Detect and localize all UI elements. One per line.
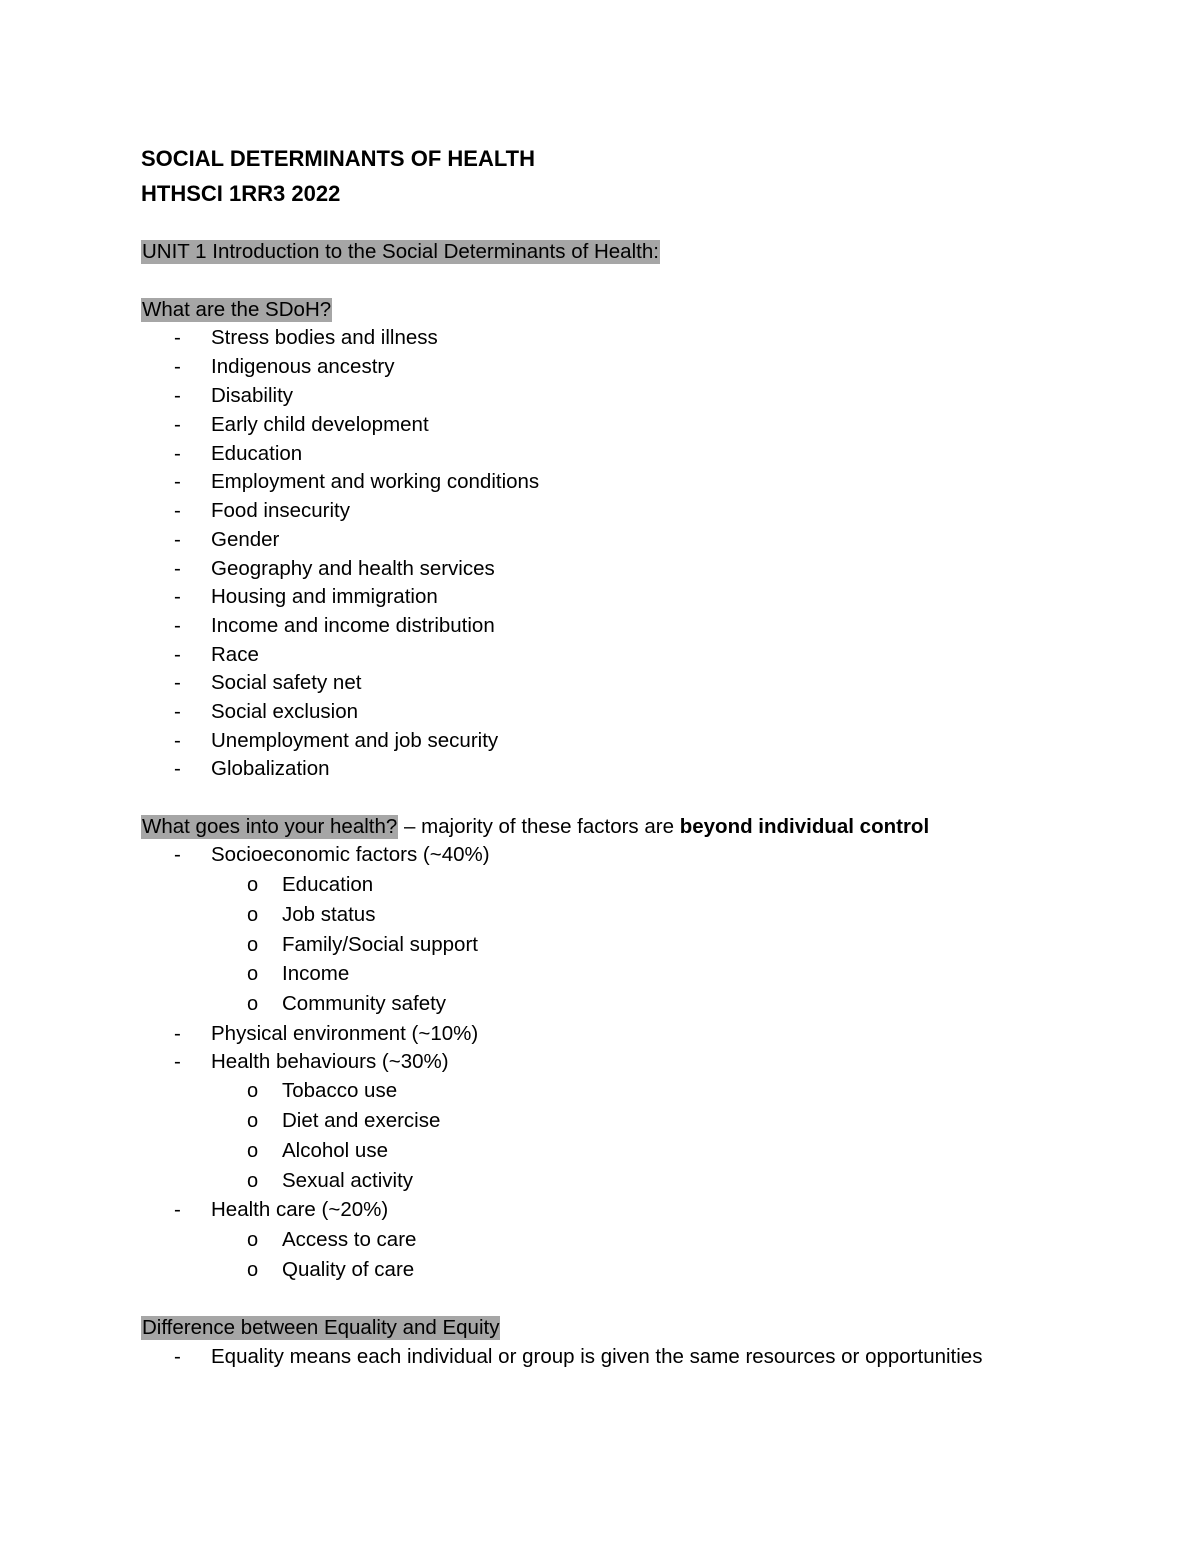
dash-bullet: - xyxy=(174,528,181,551)
circle-bullet: o xyxy=(247,934,259,956)
sdoh-heading-text: What are the SDoH? xyxy=(142,298,332,321)
document-page: SOCIAL DETERMINANTS OF HEALTH HTHSCI 1RR3 2022 UNIT 1 Introduction to the Social Determinants of Health: What are the SDoH? - Stress bodies and illness - Indigenous ancestry - Disability - Early child development - Education - Employment and working conditions - Food insecurity - Gender - Geography and health services - Housing and immigration - Income and income distribution - Race - Social safety net - Social exclusion - Unemployment and job security - Globalization What goes into your health? – majority of these factors are beyond individual control - Socioeconomic factors (~40%) o Education o Job status o Family/Social support o Income o Community safety - Physical environment (~10%) - Health behaviours (~30%) o Tobacco use o Diet and exercise o Alcohol use o Sexual activity - Health care (~20%) o Access to care o Quality of care Difference between Equality and Equity - Equality means each individual or group is given the same resources or opportunities xyxy=(141,146,983,1368)
dash-bullet: - xyxy=(174,1050,181,1073)
dash-bullet: - xyxy=(174,413,181,436)
health-factors-heading xyxy=(141,815,929,839)
dash-bullet: - xyxy=(174,1198,181,1221)
dash-bullet: - xyxy=(174,499,181,522)
circle-bullet: o xyxy=(247,1080,259,1102)
circle-bullet: o xyxy=(247,963,259,985)
dash-bullet: - xyxy=(174,614,181,637)
circle-bullet: o xyxy=(247,993,259,1015)
dash-bullet: - xyxy=(174,442,181,465)
equality-equity-heading xyxy=(141,1316,500,1340)
circle-bullet: o xyxy=(247,1259,259,1281)
dash-bullet: - xyxy=(174,384,181,407)
circle-bullet: o xyxy=(247,1110,259,1132)
equality-equity-heading-text: Difference between Equality and Equity xyxy=(142,1316,500,1339)
course-code: HTHSCI 1RR3 2022 xyxy=(141,181,341,206)
dash-bullet: - xyxy=(174,585,181,608)
unit-heading xyxy=(141,240,660,264)
unit-heading-text: UNIT 1 Introduction to the Social Determinants of Health: xyxy=(142,240,659,263)
dash-bullet: - xyxy=(174,1022,181,1045)
dash-bullet: - xyxy=(174,326,181,349)
circle-bullet: o xyxy=(247,874,259,896)
circle-bullet: o xyxy=(247,1229,259,1251)
health-factors-connector: – majority of these factors are xyxy=(398,815,680,838)
circle-bullet: o xyxy=(247,904,259,926)
dash-bullet: - xyxy=(174,729,181,752)
dash-bullet: - xyxy=(174,671,181,694)
circle-bullet: o xyxy=(247,1140,259,1162)
dash-bullet: - xyxy=(174,470,181,493)
health-factors-emphasis: beyond individual control xyxy=(679,815,930,838)
dash-bullet: - xyxy=(174,700,181,723)
dash-bullet: - xyxy=(174,1345,181,1368)
dash-bullet: - xyxy=(174,643,181,666)
circle-bullet: o xyxy=(247,1170,259,1192)
dash-bullet: - xyxy=(174,557,181,580)
dash-bullet: - xyxy=(174,843,181,866)
dash-bullet: - xyxy=(174,757,181,780)
sdoh-heading xyxy=(141,298,332,322)
document-title: SOCIAL DETERMINANTS OF HEALTH xyxy=(141,146,535,171)
health-factors-heading-text: What goes into your health? xyxy=(142,815,398,838)
dash-bullet: - xyxy=(174,355,181,378)
